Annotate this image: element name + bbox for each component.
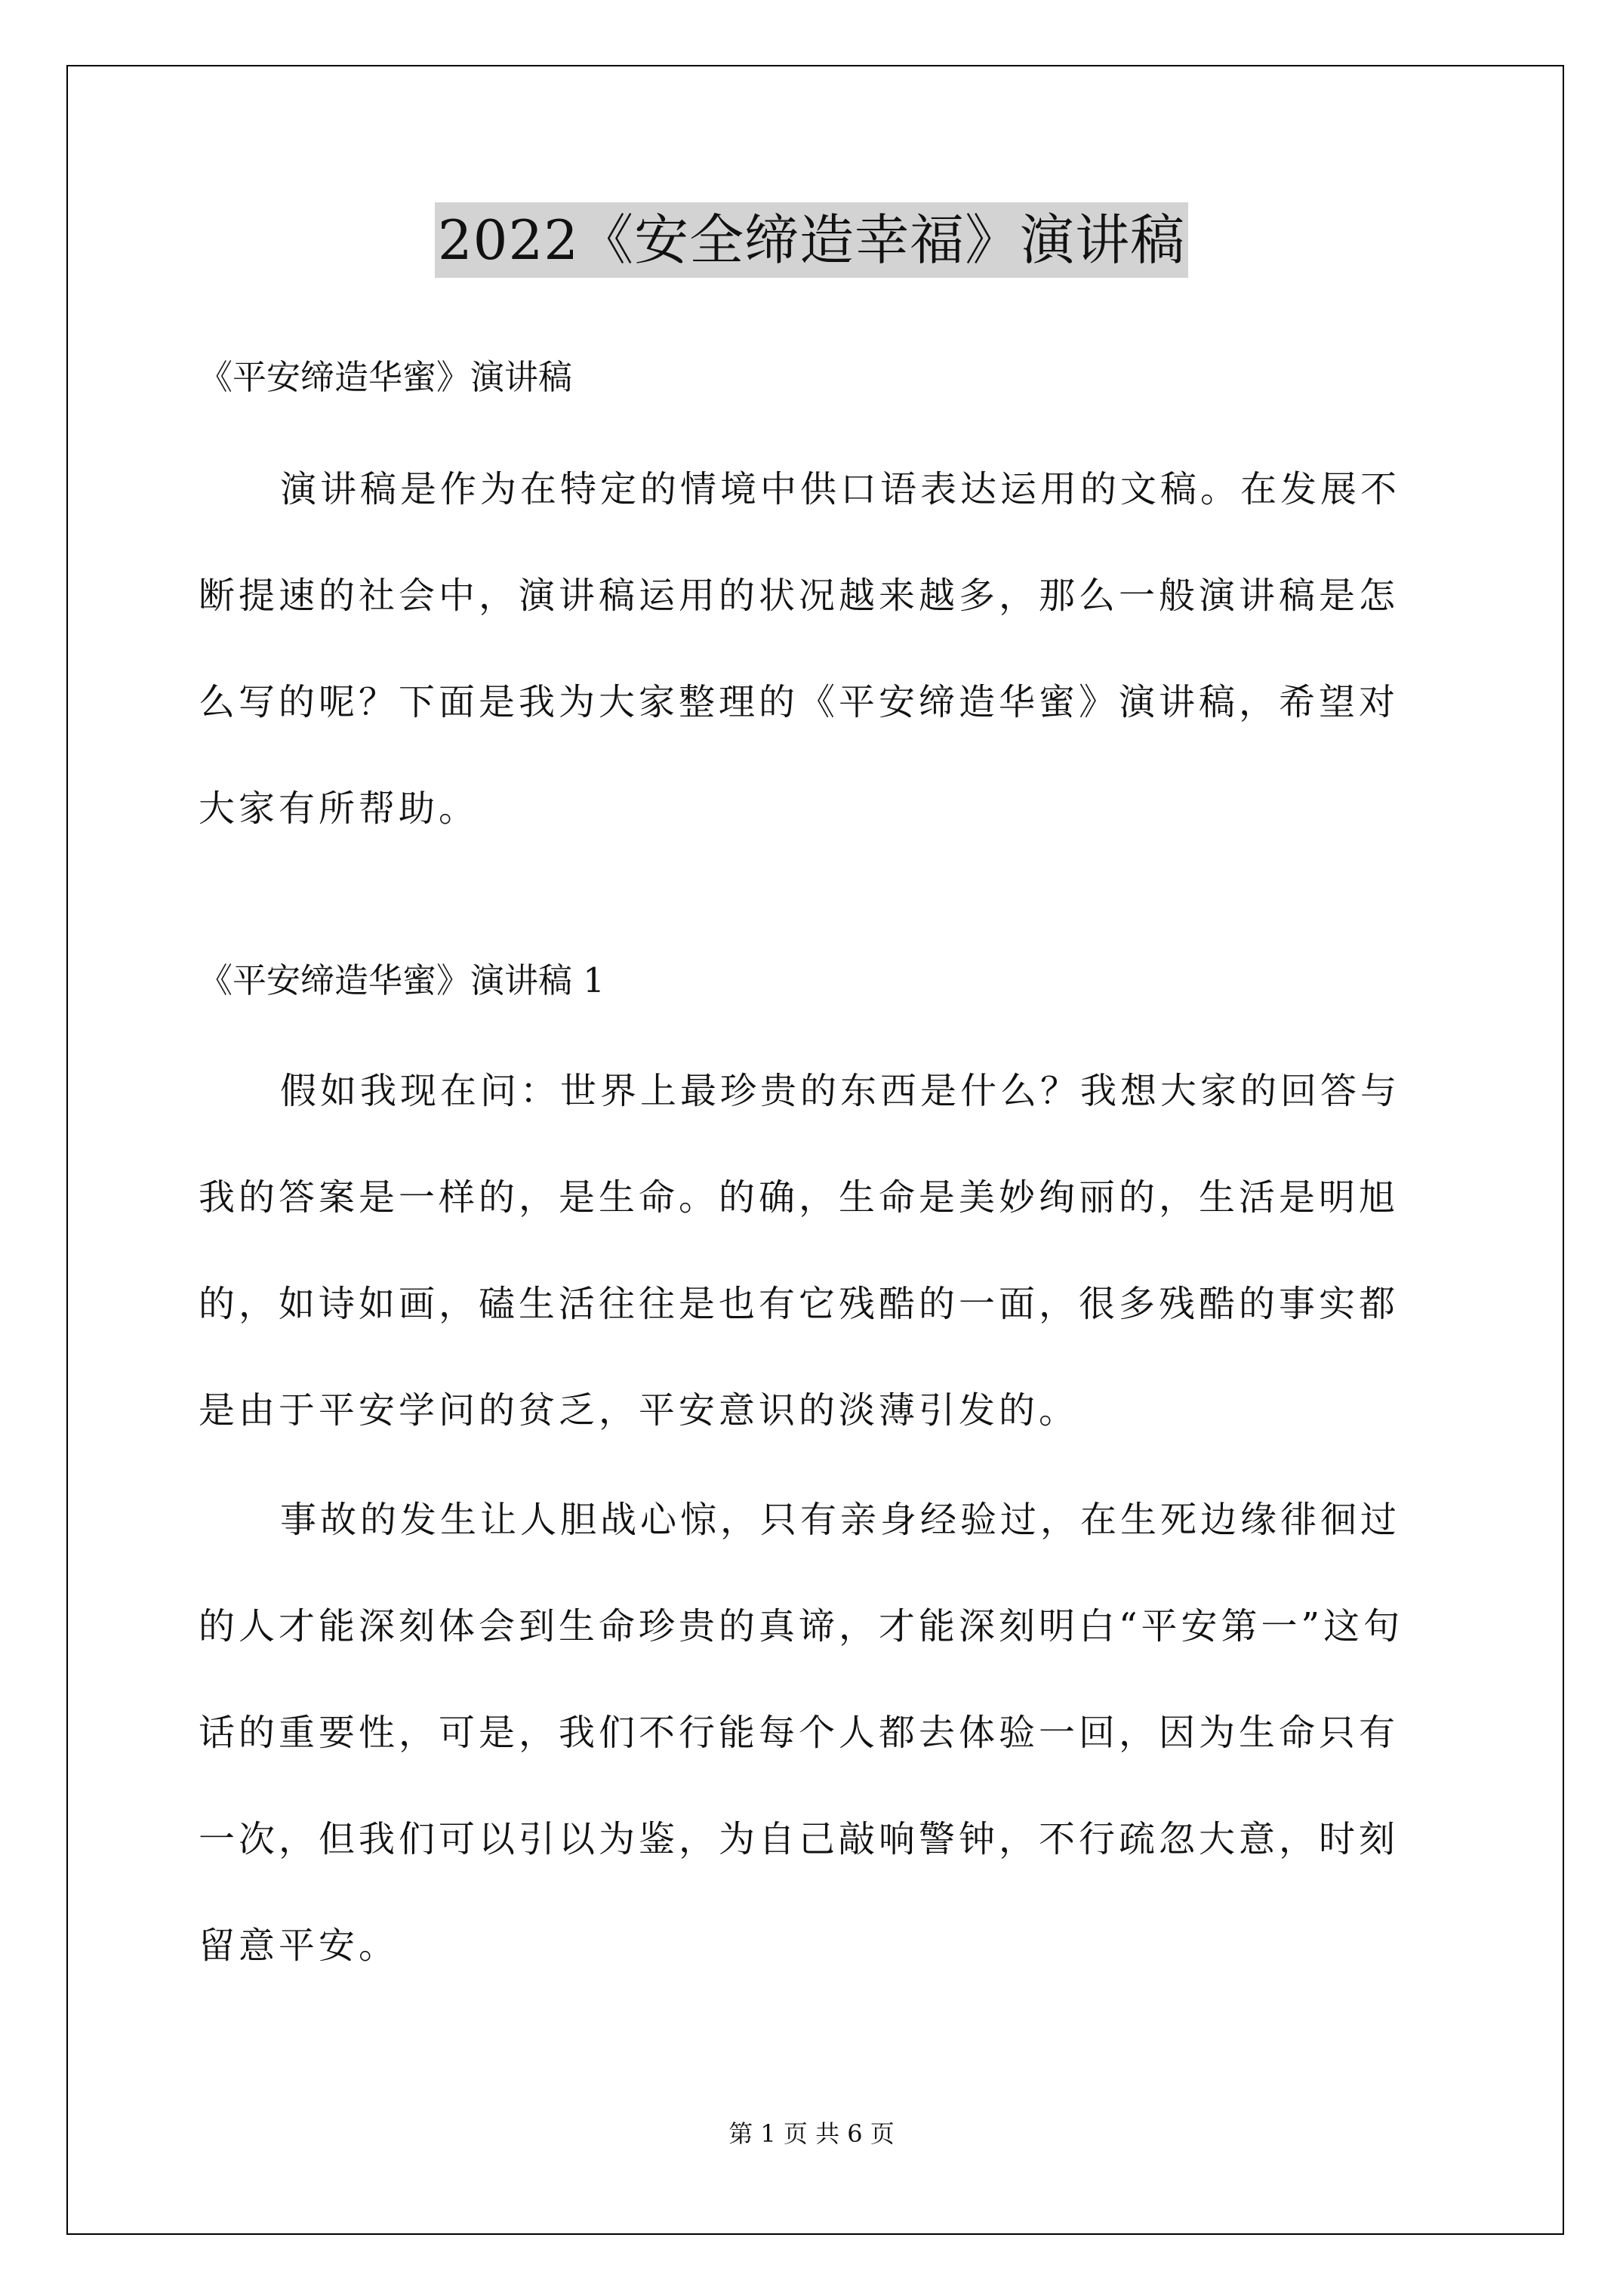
document-title: 2022《安全缔造幸福》演讲稿 — [435, 202, 1188, 278]
body-paragraph-2: 事故的发生让人胆战心惊，只有亲身经验过，在生死边缘徘徊过的人才能深刻体会到生命珍贵的真谛，才能深刻明白“平安第一”这句话的重要性，可是，我们不行能每个人都去体验一回，因为生命只有一次，但我们可以引以为鉴，为自己敲响警钟，不行疏忽大意，时刻留意平安。 — [199, 1499, 1404, 1967]
title-container — [0, 202, 1623, 278]
body-paragraph-1: 假如我现在问：世界上最珍贵的东西是什么？我想大家的回答与我的答案是一样的，是生命。的确，生命是美妙绚丽的，生活是明旭的，如诗如画，磕生活往往是也有它残酷的一面，很多残酷的事实都是由于平安学问的贫乏，平安意识的淡薄引发的。 — [199, 1070, 1401, 1432]
page-footer: 第 1 页 共 6 页 — [728, 2119, 895, 2148]
section-heading-intro: 《平安缔造华蜜》演讲稿 — [199, 357, 573, 397]
intro-paragraph: 演讲稿是作为在特定的情境中供口语表达运用的文稿。在发展不断提速的社会中，演讲稿运用的状况越来越多，那么一般演讲稿是怎么写的呢？下面是我为大家整理的《平安缔造华蜜》演讲稿，希望对大家有所帮助。 — [199, 468, 1401, 830]
section-heading-1: 《平安缔造华蜜》演讲稿 1 — [199, 960, 605, 1000]
